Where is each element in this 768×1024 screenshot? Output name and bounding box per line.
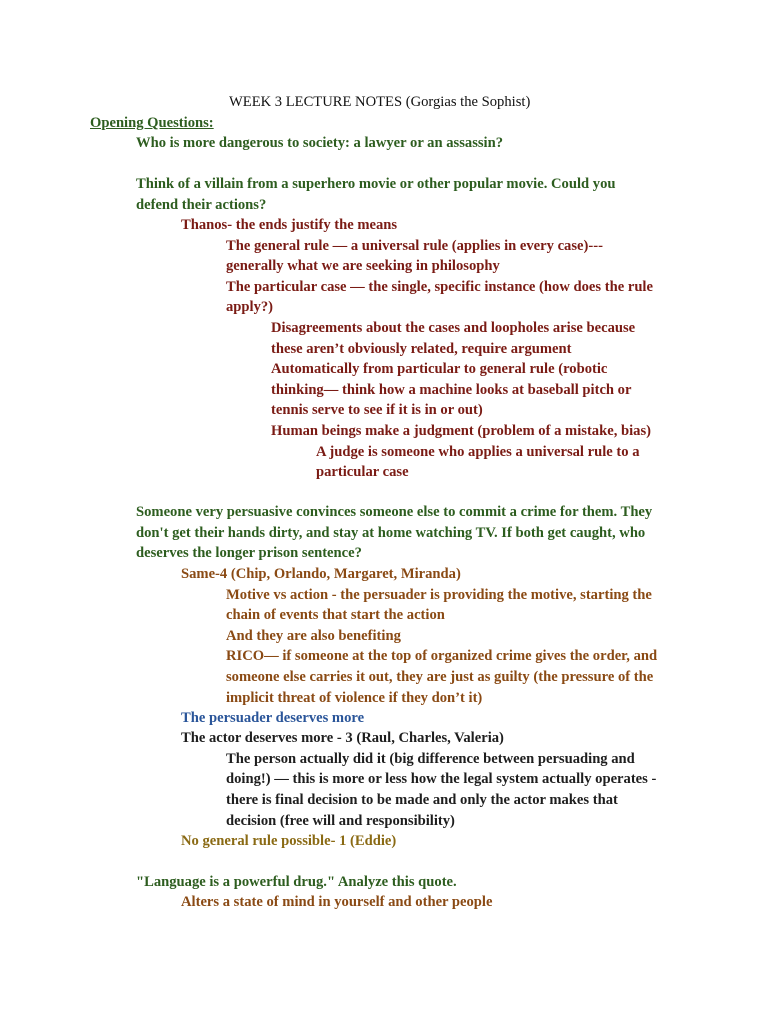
note-line: Thanos- the ends justify the means [181,217,398,233]
note-line: The person actually did it (big difference between persuading and [226,751,635,767]
note-line: someone else carries it out, they are just as guilty (the pressure of the [226,669,654,685]
question-line: deserves the longer prison sentence? [136,545,362,561]
note-line: doing!) — this is more or less how the legal system actually operates - [226,771,657,787]
note-line: The general rule — a universal rule (applies in every case)--- [226,238,603,254]
note-line: The particular case — the single, specific instance (how does the rule [226,279,653,295]
opening-questions-heading: Opening Questions: [90,115,214,131]
note-line: No general rule possible- 1 (Eddie) [181,833,397,849]
note-line: chain of events that start the action [226,607,445,623]
question-line: "Language is a powerful drug." Analyze this quote. [136,874,457,890]
note-line: A judge is someone who applies a universal rule to a [316,444,640,460]
note-line: Motive vs action - the persuader is providing the motive, starting the [226,587,652,603]
note-line: Same-4 (Chip, Orlando, Margaret, Miranda) [181,566,461,582]
note-line: particular case [316,464,409,480]
note-line: Alters a state of mind in yourself and other people [181,894,493,910]
note-line: apply?) [226,299,274,315]
note-line: Disagreements about the cases and loopholes arise because [271,320,636,336]
note-line: tennis serve to see if it is in or out) [271,402,483,418]
note-line: The actor deserves more - 3 (Raul, Charles, Valeria) [181,730,504,746]
note-line: RICO— if someone at the top of organized crime gives the order, and [226,648,658,664]
question-line: don't get their hands dirty, and stay at home watching TV. If both get caught, who [136,525,646,541]
note-line: generally what we are seeking in philosophy [226,258,500,274]
note-line: thinking— think how a machine looks at baseball pitch or [271,382,632,398]
question-line: Who is more dangerous to society: a lawyer or an assassin? [136,135,504,151]
note-line: these aren’t obviously related, require argument [271,341,572,357]
note-line: implicit threat of violence if they don’t it) [226,690,483,706]
note-line: Human beings make a judgment (problem of a mistake, bias) [271,423,652,439]
question-line: Think of a villain from a superhero movie or other popular movie. Could you [136,176,616,192]
note-line: And they are also benefiting [226,628,401,644]
question-line: Someone very persuasive convinces someone else to commit a crime for them. They [136,504,653,520]
question-line: defend their actions? [136,197,267,213]
note-line: there is final decision to be made and only the actor makes that [226,792,618,808]
note-line: decision (free will and responsibility) [226,813,455,829]
note-line: The persuader deserves more [181,710,365,726]
note-line: Automatically from particular to general rule (robotic [271,361,608,377]
page-title: WEEK 3 LECTURE NOTES (Gorgias the Sophist) [229,94,531,110]
